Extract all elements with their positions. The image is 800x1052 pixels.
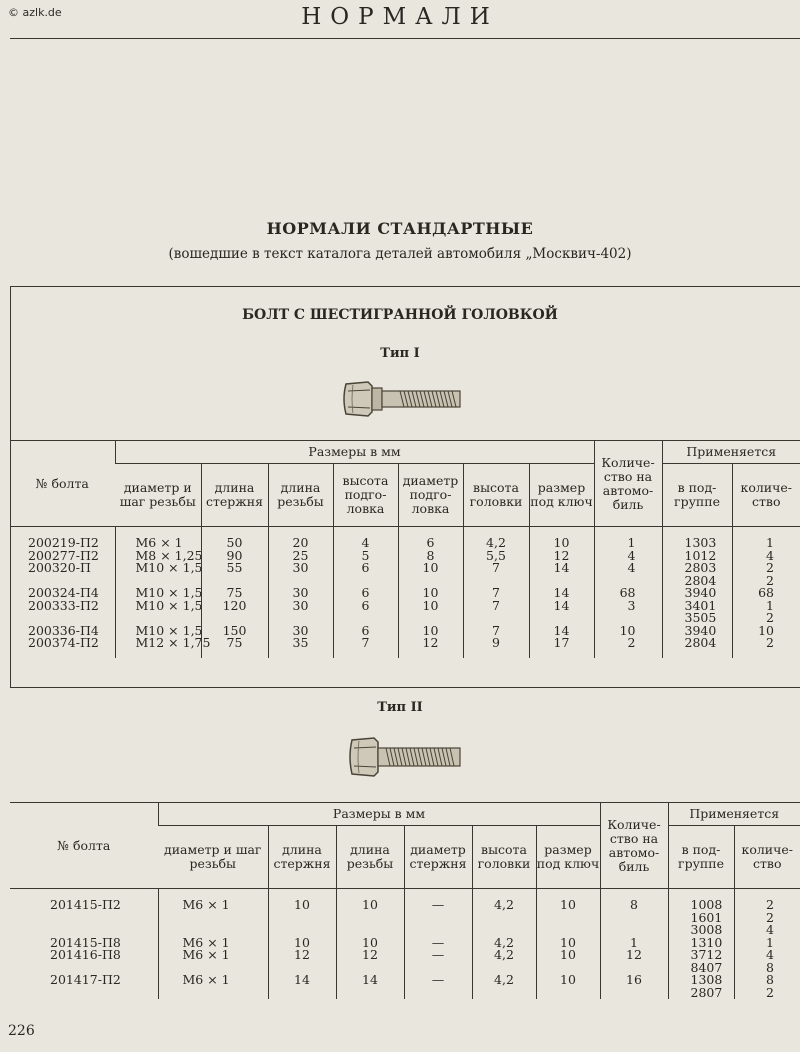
watermark: © azlk.de [8, 6, 62, 19]
col-diameter-thread: диаметр и шаг резьбы [115, 464, 201, 527]
type1-label: Тип I [380, 346, 420, 361]
table-row: 200374-П2 М12 × 1,75 75 35 7 12 9 17 2 2804 2 [10, 637, 800, 650]
page-number: 226 [8, 1023, 35, 1039]
col-head-height: высота головки [463, 464, 529, 527]
col-wrench-size: размер под ключ [529, 464, 594, 527]
col-shank-diameter: диаметр стержня [404, 826, 472, 889]
col-qty-per-car: Количе- ство на автомо- биль [594, 441, 662, 527]
table-row: 2807 2 [10, 987, 800, 1000]
type2-table [10, 802, 800, 999]
col-bolt-no: № болта [10, 441, 115, 527]
table-row: 201417-П2 М6 × 1 14 14 — 4,2 10 16 1308 8 [10, 974, 800, 987]
col-dimensions: Размеры в мм [115, 441, 594, 464]
table-row: 2804 2 [10, 575, 800, 588]
col-qty-per-car: Количе- ство на автомо- биль [600, 803, 668, 889]
type2-label: Тип II [377, 700, 423, 715]
col-dimensions: Размеры в мм [158, 803, 600, 826]
col-thread-length: длина резьбы [336, 826, 404, 889]
table-row: 200277-П2 М8 × 1,25 90 25 5 8 5,5 12 4 1012 4 [10, 550, 800, 563]
col-bearing-height: высота подго- ловка [333, 464, 398, 527]
table-row: 8407 8 [10, 962, 800, 975]
header-rule [10, 38, 800, 39]
type2-body [10, 889, 800, 1000]
table-row: 1601 2 [10, 912, 800, 925]
col-in-subgroup: в под- группе [668, 826, 734, 889]
type1-body [10, 527, 800, 658]
col-applied: Применяется [668, 803, 800, 826]
subtitle: (вошедшие в текст каталога деталей автомобиля „Москвич-402) [168, 246, 632, 262]
table-row: 200320-П М10 × 1,5 55 30 6 10 7 14 4 2803 2 [10, 562, 800, 575]
table-row: 200333-П2 М10 × 1,5 120 30 6 10 7 14 3 3401 1 [10, 600, 800, 613]
col-head-height: высота головки [472, 826, 536, 889]
table-row: 200336-П4 М10 × 1,5 150 30 6 10 7 14 10 3940 10 [10, 625, 800, 638]
type1-table [10, 440, 800, 658]
col-wrench-size: размер под ключ [536, 826, 600, 889]
col-thread-length: длина резьбы [268, 464, 333, 527]
col-shank-length: длина стержня [268, 826, 336, 889]
table-row: 200219-П2 М6 × 1 50 20 4 6 4,2 10 1 1303 1 [10, 537, 800, 550]
col-quantity: количе- ство [732, 464, 800, 527]
main-title: НОРМАЛИ СТАНДАРТНЫЕ [266, 219, 534, 238]
col-diameter-thread: диаметр и шаг резьбы [158, 826, 268, 889]
bolt-type1-drawing-icon [338, 378, 464, 420]
col-shank-length: длина стержня [201, 464, 268, 527]
table-row: 200324-П4 М10 × 1,5 75 30 6 10 7 14 68 3940 68 [10, 587, 800, 600]
running-head: НОРМАЛИ [301, 4, 499, 30]
col-in-subgroup: в под- группе [662, 464, 732, 527]
table-row: 201415-П8 М6 × 1 10 10 — 4,2 10 1 1310 1 [10, 937, 800, 950]
col-bolt-no: № болта [10, 803, 158, 889]
col-bearing-diameter: диаметр подго- ловка [398, 464, 463, 527]
col-quantity: количе- ство [734, 826, 800, 889]
section-title: БОЛТ С ШЕСТИГРАННОЙ ГОЛОВКОЙ [242, 307, 558, 323]
bolt-type2-drawing-icon [346, 734, 464, 780]
table-row: 3008 4 [10, 924, 800, 937]
col-applied: Применяется [662, 441, 800, 464]
table-row: 201416-П8 М6 × 1 12 12 — 4,2 10 12 3712 4 [10, 949, 800, 962]
table-row: 3505 2 [10, 612, 800, 625]
table-row: 201415-П2 М6 × 1 10 10 — 4,2 10 8 1008 2 [10, 899, 800, 912]
